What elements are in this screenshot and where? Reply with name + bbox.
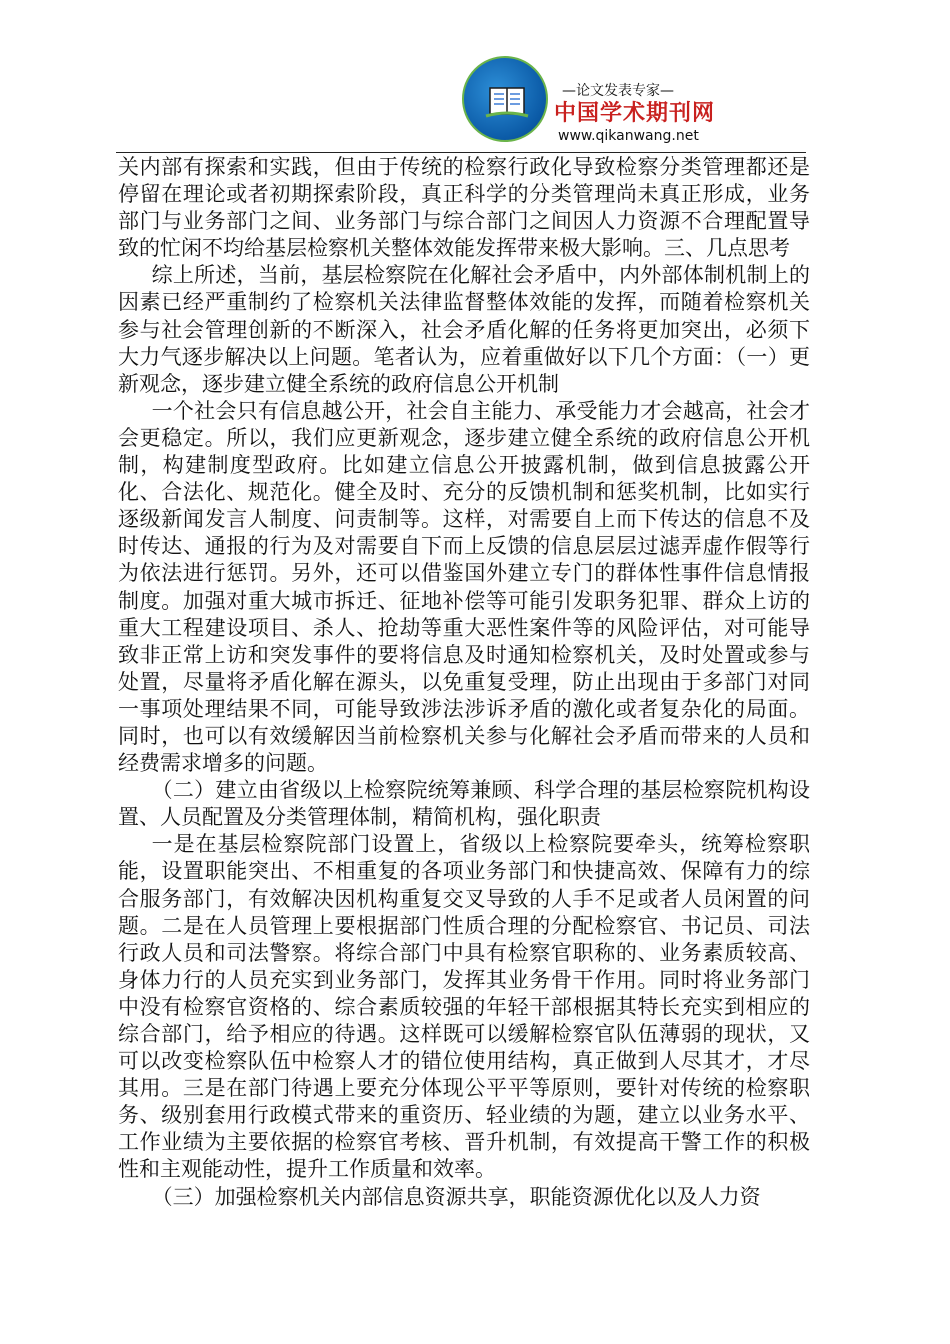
logo-site-name: 中国学术期刊网 [554, 101, 716, 126]
logo-url: www.qikanwang.net [558, 128, 699, 144]
logo-emblem [462, 56, 548, 142]
site-logo [462, 52, 716, 152]
logo-tagline: —论文发表专家— [562, 83, 674, 99]
section-heading: （二）建立由省级以上检察院统筹兼顾、科学合理的基层检察院机构设置、人员配置及分类管理体制，精简机构，强化职责 [118, 778, 810, 830]
paragraph: 一是在基层检察院部门设置上，省级以上检察院要牵头，统筹检察职能，设置职能突出、不相重复的各项业务部门和快捷高效、保障有力的综合服务部门，有效解决因机构重复交叉导致的人手不足或者人员闲置的问题。二是在人员管理上要根据部门性质合理的分配检察官、书记员、司法行政人员和司法警察。将综合部门中具有检察官职称的、业务素质较高、身体力行的人员充实到业务部门，发挥其业务骨干作用。同时将业务部门中没有检察官资格的、综合素质较强的年轻干部根据其特长充实到相应的综合部门，给予相应的待遇。这样既可以缓解检察官队伍薄弱的现状，又可以改变检察队伍中检察人才的错位使用结构，真正做到人尽其才，才尽其用。三是在部门待遇上要充分体现公平平等原则，要针对传统的检察职务、级别套用行政模式带来的重资历、轻业绩的为题，建立以业务水平、工作业绩为主要依据的检察官考核、晋升机制，有效提高干警工作的积极性和主观能动性，提升工作质量和效率。 [118, 832, 810, 1182]
article-body [118, 154, 810, 1211]
section-heading: （三）加强检察机关内部信息资源共享，职能资源优化以及人力资 [151, 1184, 761, 1209]
header-divider [116, 152, 806, 153]
paragraph: 一个社会只有信息越公开，社会自主能力、承受能力才会越高，社会才会更稳定。所以，我们应更新观念，逐步建立健全系统的政府信息公开机制，构建制度型政府。比如建立信息公开披露机制，做到信息披露公开化、合法化、规范化。健全及时、充分的反馈机制和惩奖机制，比如实行逐级新闻发言人制度、问责制等。这样，对需要自上而下传达的信息不及时传达、通报的行为及对需要自下而上反馈的信息层层过滤弄虚作假等行为依法进行惩罚。另外，还可以借鉴国外建立专门的群体性事件信息情报制度。加强对重大城市拆迁、征地补偿等可能引发职务犯罪、群众上访的重大工程建设项目、杀人、抢劫等重大恶性案件等的风险评估，对可能导致非正常上访和突发事件的要将信息及时通知检察机关，及时处置或参与处置，尽量将矛盾化解在源头，以免重复受理，防止出现由于多部门对同一事项处理结果不同，可能导致涉法涉诉矛盾的激化或者复杂化的局面。同时，也可以有效缓解因当前检察机关参与化解社会矛盾而带来的人员和经费需求增多的问题。 [118, 398, 810, 776]
open-book-icon [482, 82, 532, 122]
paragraph: 关内部有探索和实践，但由于传统的检察行政化导致检察分类管理都还是停留在理论或者初期探索阶段，真正科学的分类管理尚未真正形成，业务部门与业务部门之间、业务部门与综合部门之间因人力资源不合理配置导致的忙闲不均给基层检察机关整体效能发挥带来极大影响。三、几点思考 [118, 155, 810, 261]
paragraph: 综上所述，当前，基层检察院在化解社会矛盾中，内外部体制机制上的因素已经严重制约了检察机关法律监督整体效能的发挥，而随着检察机关参与社会管理创新的不断深入，社会矛盾化解的任务将更加突出，必须下大力气逐步解决以上问题。笔者认为，应着重做好以下几个方面：（一）更新观念，逐步建立健全系统的政府信息公开机制 [118, 263, 810, 396]
